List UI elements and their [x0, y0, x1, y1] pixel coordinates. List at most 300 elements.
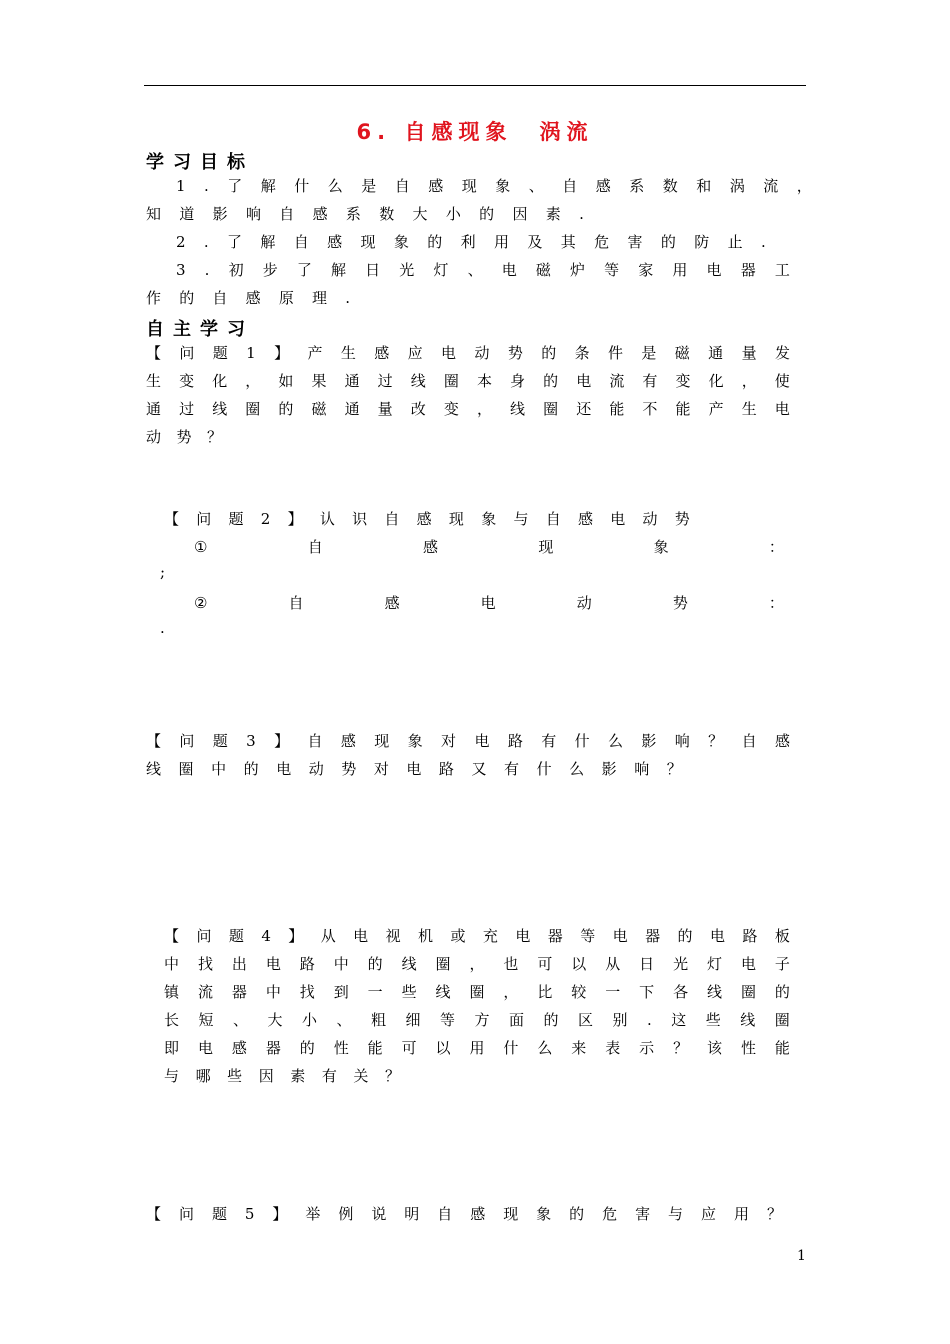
page-number: 1 — [797, 1248, 806, 1264]
glyph: ： — [768, 594, 784, 612]
glyph: 家 — [638, 261, 654, 279]
glyph: 的 — [774, 983, 790, 1001]
glyph: 较 — [571, 983, 587, 1001]
question-line — [146, 759, 682, 779]
glyph: 哪 — [195, 1067, 211, 1085]
glyph: 3 — [246, 732, 256, 750]
glyph: 的 — [243, 760, 259, 778]
glyph: ， — [245, 372, 261, 390]
glyph: 电 — [740, 955, 756, 973]
glyph: 机 — [418, 927, 434, 945]
glyph: 别 — [612, 1011, 628, 1029]
glyph: 与 — [668, 1205, 684, 1223]
glyph: 大 — [412, 205, 428, 223]
goal-line — [146, 204, 584, 224]
glyph: 使 — [774, 372, 790, 390]
glyph: 自 — [212, 289, 228, 307]
glyph: 化 — [212, 372, 228, 390]
glyph: 性 — [333, 1039, 349, 1057]
glyph: 从 — [320, 927, 336, 945]
glyph: 1 — [176, 177, 186, 195]
glyph: 能 — [367, 1039, 383, 1057]
glyph: 解 — [260, 177, 276, 195]
glyph: 果 — [311, 372, 327, 390]
question-line — [146, 343, 790, 363]
glyph: 圈 — [469, 983, 485, 1001]
glyph: 问 — [178, 1205, 194, 1223]
glyph: 自 — [437, 1205, 453, 1223]
glyph: 短 — [198, 1011, 214, 1029]
glyph: 】 — [288, 927, 304, 945]
glyph: 方 — [474, 1011, 490, 1029]
glyph: 么 — [569, 760, 585, 778]
glyph: 路 — [438, 760, 454, 778]
glyph: 器 — [265, 1039, 281, 1057]
glyph: 电 — [774, 400, 790, 418]
glyph: 找 — [299, 983, 315, 1001]
glyph: 磁 — [311, 400, 327, 418]
glyph: 】 — [287, 510, 303, 528]
glyph: 量 — [377, 400, 393, 418]
glyph: 区 — [578, 1011, 594, 1029]
glyph: 电 — [706, 261, 722, 279]
glyph: 与 — [513, 510, 529, 528]
glyph: 通 — [344, 372, 360, 390]
glyph: 身 — [510, 372, 526, 390]
glyph: 势 — [507, 344, 523, 362]
glyph: 量 — [741, 344, 757, 362]
glyph: 和 — [696, 177, 712, 195]
glyph: ？ — [206, 428, 222, 446]
glyph: 各 — [673, 983, 689, 1001]
glyph: 自 — [384, 510, 400, 528]
glyph: 防 — [694, 233, 710, 251]
glyph: 器 — [231, 983, 247, 1001]
glyph: 什 — [536, 760, 552, 778]
glyph: 器 — [645, 927, 661, 945]
glyph: 素 — [290, 1067, 306, 1085]
glyph: 了 — [227, 177, 243, 195]
glyph: 线 — [435, 983, 451, 1001]
glyph: . — [345, 289, 350, 307]
glyph: ① — [194, 538, 208, 556]
glyph: 害 — [635, 1205, 651, 1223]
glyph: 流 — [609, 372, 625, 390]
glyph: 细 — [405, 1011, 421, 1029]
glyph: 电 — [353, 927, 369, 945]
glyph: 明 — [404, 1205, 420, 1223]
glyph: 充 — [482, 927, 498, 945]
glyph: 的 — [543, 1011, 559, 1029]
glyph: 表 — [605, 1039, 621, 1057]
glyph: 原 — [278, 289, 294, 307]
glyph: 素 — [545, 205, 561, 223]
glyph: 自 — [293, 233, 309, 251]
question-line — [164, 954, 790, 974]
glyph: 生 — [146, 372, 162, 390]
glyph: 以 — [571, 955, 587, 973]
glyph: 圈 — [543, 400, 559, 418]
glyph: 感 — [312, 205, 328, 223]
glyph: 1 — [246, 344, 256, 362]
glyph: 不 — [642, 400, 658, 418]
glyph: 面 — [509, 1011, 525, 1029]
glyph: 中 — [265, 983, 281, 1001]
glyph: 路 — [742, 927, 758, 945]
glyph: 出 — [231, 955, 247, 973]
glyph: 因 — [512, 205, 528, 223]
glyph: 些 — [705, 1011, 721, 1029]
glyph: 用 — [672, 261, 688, 279]
glyph: 自 — [545, 510, 561, 528]
glyph: 这 — [671, 1011, 687, 1029]
glyph: 什 — [574, 732, 590, 750]
glyph: 等 — [580, 927, 596, 945]
glyph: 问 — [179, 732, 195, 750]
glyph: . — [579, 205, 584, 223]
glyph: . — [647, 1011, 652, 1029]
question-line — [164, 1038, 790, 1058]
glyph: 工 — [774, 261, 790, 279]
glyph: 了 — [227, 233, 243, 251]
goal-line — [176, 260, 790, 280]
glyph: 来 — [571, 1039, 587, 1057]
glyph: 题 — [211, 1205, 227, 1223]
glyph: 该 — [707, 1039, 723, 1057]
glyph: . — [761, 233, 766, 251]
glyph: 象 — [393, 233, 409, 251]
glyph: 现 — [448, 510, 464, 528]
glyph: 流 — [197, 983, 213, 1001]
glyph: 些 — [227, 1067, 243, 1085]
glyph: 用 — [494, 233, 510, 251]
glyph: 的 — [179, 289, 195, 307]
glyph: 、 — [233, 1011, 249, 1029]
glyph: 感 — [577, 510, 593, 528]
glyph: 系 — [345, 205, 361, 223]
glyph: 感 — [428, 177, 444, 195]
glyph: 通 — [146, 400, 162, 418]
question-line — [146, 1204, 782, 1224]
glyph: 是 — [641, 344, 657, 362]
glyph: 过 — [179, 400, 195, 418]
glyph: 电 — [501, 261, 517, 279]
glyph: 生 — [741, 400, 757, 418]
glyph: . — [204, 177, 209, 195]
glyph: 说 — [371, 1205, 387, 1223]
glyph: 动 — [642, 510, 658, 528]
question-line — [164, 1066, 400, 1086]
glyph: 自 — [279, 205, 295, 223]
glyph: ？ — [708, 732, 724, 750]
glyph: 例 — [338, 1205, 354, 1223]
glyph: 一 — [367, 983, 383, 1001]
glyph: 用 — [733, 1205, 749, 1223]
glyph: 象 — [495, 177, 511, 195]
glyph: 的 — [278, 400, 294, 418]
glyph: 感 — [374, 344, 390, 362]
glyph: 感 — [384, 594, 400, 612]
glyph: 危 — [594, 233, 610, 251]
glyph: 自 — [562, 177, 578, 195]
glyph: 是 — [361, 177, 377, 195]
glyph: 大 — [267, 1011, 283, 1029]
glyph: 、 — [467, 261, 483, 279]
glyph: 应 — [407, 344, 423, 362]
glyph: 灯 — [433, 261, 449, 279]
glyph: 作 — [146, 289, 162, 307]
glyph: 【 — [146, 1205, 162, 1223]
glyph: 光 — [673, 955, 689, 973]
glyph: 影 — [641, 732, 657, 750]
glyph: ， — [741, 372, 757, 390]
glyph: 自 — [394, 177, 410, 195]
glyph: 变 — [443, 400, 459, 418]
glyph: 举 — [305, 1205, 321, 1223]
glyph: 势 — [176, 428, 192, 446]
glyph: 势 — [674, 510, 690, 528]
glyph: 电 — [610, 510, 626, 528]
glyph: 响 — [674, 732, 690, 750]
glyph: 动 — [474, 344, 490, 362]
glyph: 利 — [460, 233, 476, 251]
glyph: 2 — [176, 233, 186, 251]
glyph: 涡 — [729, 177, 745, 195]
glyph: 2 — [260, 510, 271, 528]
glyph: 感 — [774, 732, 790, 750]
glyph: 改 — [410, 400, 426, 418]
glyph: 有 — [541, 732, 557, 750]
glyph: 及 — [527, 233, 543, 251]
glyph: ？ — [673, 1039, 689, 1057]
glyph: 中 — [333, 955, 349, 973]
glyph: ② — [194, 594, 208, 612]
glyph: 感 — [327, 233, 343, 251]
glyph: 变 — [179, 372, 195, 390]
glyph: 示 — [639, 1039, 655, 1057]
glyph: 关 — [353, 1067, 369, 1085]
glyph: 到 — [333, 983, 349, 1001]
glyph: 自 — [288, 594, 304, 612]
glyph: 】 — [274, 732, 290, 750]
glyph: 路 — [507, 732, 523, 750]
glyph: 电 — [441, 344, 457, 362]
glyph: 问 — [196, 510, 212, 528]
glyph: 理 — [312, 289, 328, 307]
glyph: ？ — [666, 760, 682, 778]
glyph: 势 — [341, 760, 357, 778]
glyph: 自 — [307, 732, 323, 750]
glyph: 本 — [476, 372, 492, 390]
glyph: 感 — [245, 289, 261, 307]
glyph: 变 — [675, 372, 691, 390]
glyph: 生 — [340, 344, 356, 362]
glyph: 可 — [401, 1039, 417, 1057]
glyph: 比 — [537, 983, 553, 1001]
glyph: 【 — [164, 927, 180, 945]
glyph: 解 — [260, 233, 276, 251]
glyph: 题 — [212, 732, 228, 750]
glyph: 流 — [763, 177, 779, 195]
glyph: 如 — [278, 372, 294, 390]
glyph: 的 — [569, 1205, 585, 1223]
glyph: 】 — [272, 1205, 288, 1223]
blank-mark: . — [160, 619, 165, 637]
glyph: 响 — [245, 205, 261, 223]
glyph: 象 — [481, 510, 497, 528]
glyph: 响 — [634, 760, 650, 778]
glyph: 些 — [401, 983, 417, 1001]
glyph: 线 — [410, 372, 426, 390]
glyph: 问 — [196, 927, 212, 945]
glyph: 有 — [504, 760, 520, 778]
glyph: 影 — [601, 760, 617, 778]
glyph: 什 — [294, 177, 310, 195]
fill-in-line — [194, 537, 784, 557]
glyph: 的 — [367, 955, 383, 973]
glyph: 感 — [231, 1039, 247, 1057]
glyph: ， — [503, 983, 519, 1001]
glyph: 动 — [308, 760, 324, 778]
page-title: 6. 自感现象 涡流 — [356, 120, 594, 144]
glyph: 以 — [435, 1039, 451, 1057]
glyph: 动 — [576, 594, 592, 612]
glyph: 5 — [244, 1205, 255, 1223]
glyph: 题 — [228, 927, 244, 945]
glyph: 【 — [164, 510, 180, 528]
glyph: 线 — [740, 1011, 756, 1029]
glyph: 电 — [406, 760, 422, 778]
glyph: ： — [768, 538, 784, 556]
glyph: 磁 — [674, 344, 690, 362]
glyph: 现 — [538, 538, 554, 556]
glyph: 因 — [258, 1067, 274, 1085]
glyph: 害 — [627, 233, 643, 251]
glyph: 子 — [774, 955, 790, 973]
glyph: 中 — [164, 955, 180, 973]
glyph: 圈 — [443, 372, 459, 390]
goal-line — [176, 176, 812, 196]
question-line — [164, 982, 790, 1002]
glyph: 下 — [639, 983, 655, 1001]
goal-line — [176, 232, 766, 252]
glyph: 题 — [228, 510, 244, 528]
glyph: 感 — [423, 538, 439, 556]
glyph: 象 — [653, 538, 669, 556]
glyph: 通 — [708, 344, 724, 362]
question-line — [164, 509, 690, 529]
glyph: 器 — [547, 927, 563, 945]
glyph: 能 — [609, 400, 625, 418]
glyph: 数 — [379, 205, 395, 223]
glyph: ？ — [384, 1067, 400, 1085]
glyph: 用 — [469, 1039, 485, 1057]
glyph: 现 — [360, 233, 376, 251]
fill-in-line — [194, 593, 784, 613]
glyph: 即 — [164, 1039, 180, 1057]
glyph: 题 — [212, 344, 228, 362]
glyph: 势 — [672, 594, 688, 612]
glyph: 粗 — [371, 1011, 387, 1029]
glyph: 象 — [407, 732, 423, 750]
glyph: 4 — [261, 927, 271, 945]
glyph: 条 — [574, 344, 590, 362]
glyph: 圈 — [435, 955, 451, 973]
glyph: 【 — [146, 344, 162, 362]
glyph: 、 — [336, 1011, 352, 1029]
glyph: 感 — [416, 510, 432, 528]
glyph: 又 — [471, 760, 487, 778]
glyph: 路 — [299, 955, 315, 973]
glyph: 线 — [510, 400, 526, 418]
glyph: 性 — [740, 1039, 756, 1057]
glyph: 危 — [602, 1205, 618, 1223]
glyph: 现 — [503, 1205, 519, 1223]
glyph: 日 — [639, 955, 655, 973]
glyph: 能 — [675, 400, 691, 418]
glyph: 器 — [740, 261, 756, 279]
glyph: 电 — [197, 1039, 213, 1057]
glyph: 的 — [677, 927, 693, 945]
glyph: 光 — [399, 261, 415, 279]
glyph: 了 — [296, 261, 312, 279]
glyph: 电 — [276, 760, 292, 778]
glyph: 通 — [344, 400, 360, 418]
glyph: 圈 — [740, 983, 756, 1001]
glyph: 线 — [212, 400, 228, 418]
glyph: ？ — [766, 1205, 782, 1223]
glyph: 感 — [595, 177, 611, 195]
glyph: 动 — [146, 428, 162, 446]
glyph: ， — [796, 177, 812, 195]
glyph: 么 — [537, 1039, 553, 1057]
glyph: 其 — [560, 233, 576, 251]
glyph: 可 — [537, 955, 553, 973]
glyph: 镇 — [164, 983, 180, 1001]
glyph: 圈 — [245, 400, 261, 418]
glyph: 电 — [612, 927, 628, 945]
glyph: 的 — [479, 205, 495, 223]
glyph: 视 — [385, 927, 401, 945]
glyph: 长 — [164, 1011, 180, 1029]
glyph: 一 — [605, 983, 621, 1001]
glyph: 等 — [440, 1011, 456, 1029]
glyph: 初 — [228, 261, 244, 279]
glyph: . — [204, 261, 210, 279]
glyph: 】 — [274, 344, 290, 362]
question-line — [164, 926, 790, 946]
question-line — [146, 731, 790, 751]
glyph: . — [203, 233, 209, 251]
glyph: 还 — [576, 400, 592, 418]
glyph: 线 — [707, 983, 723, 1001]
glyph: 日 — [365, 261, 381, 279]
glyph: 能 — [774, 1039, 790, 1057]
glyph: 有 — [321, 1067, 337, 1085]
glyph: 线 — [401, 955, 417, 973]
glyph: 的 — [427, 233, 443, 251]
glyph: 与 — [164, 1067, 180, 1085]
glyph: 从 — [605, 955, 621, 973]
glyph: 发 — [774, 344, 790, 362]
glyph: 数 — [662, 177, 678, 195]
glyph: 电 — [709, 927, 725, 945]
glyph: 电 — [474, 732, 490, 750]
goals-heading: 学习目标 — [146, 152, 254, 173]
glyph: 小 — [445, 205, 461, 223]
glyph: 过 — [377, 372, 393, 390]
glyph: 象 — [536, 1205, 552, 1223]
